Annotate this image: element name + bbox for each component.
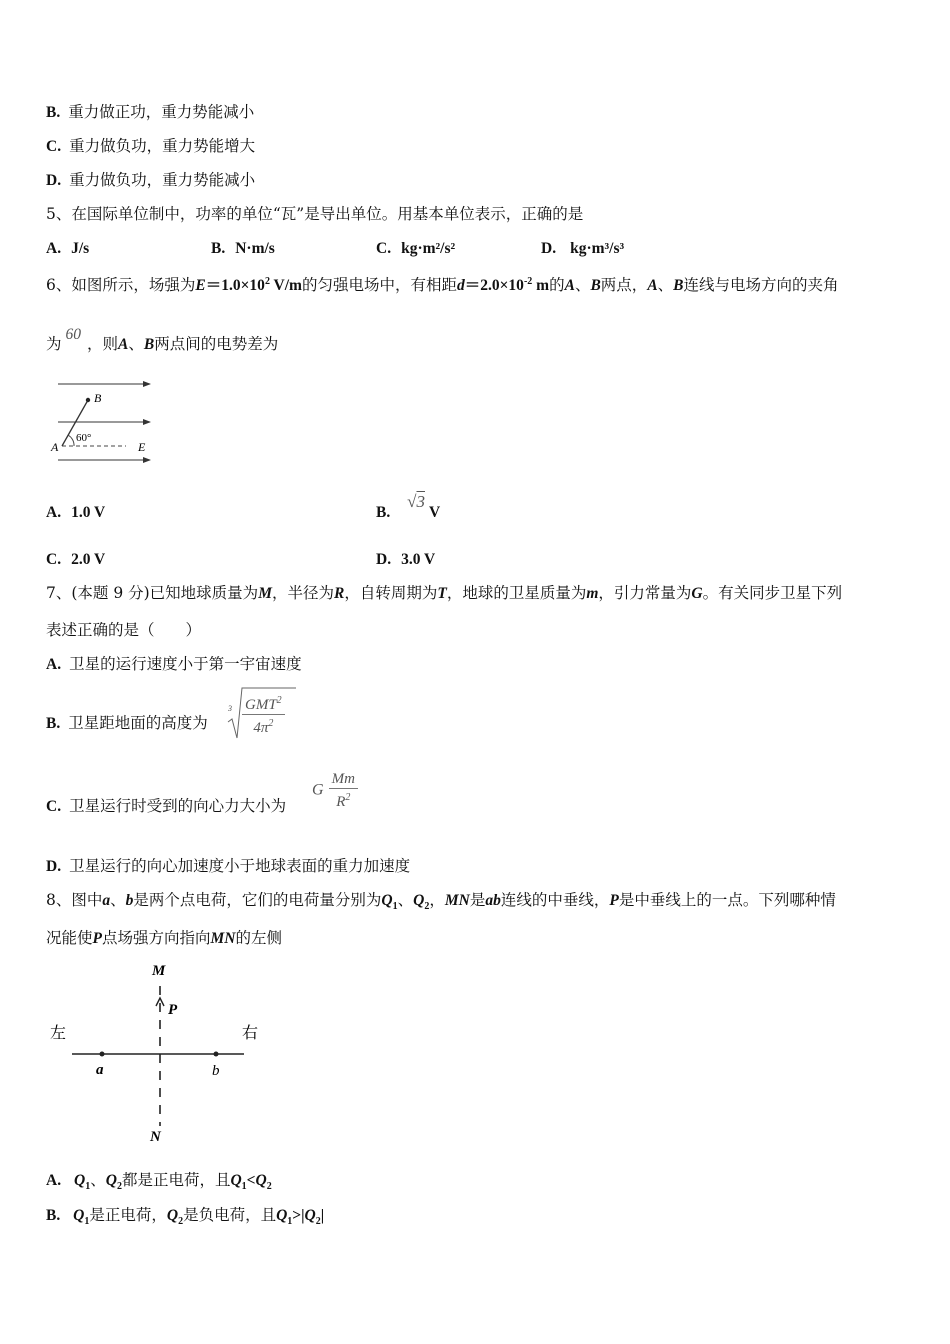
- q5-stem: 5、在国际单位制中，功率的单位“瓦”是导出单位。用基本单位表示，正确的是: [46, 205, 584, 223]
- q7-option-c[interactable]: [46, 796, 286, 817]
- q6-option-d[interactable]: [376, 549, 435, 570]
- angle-arc: [68, 435, 74, 446]
- option-text: kg·m³/s³: [570, 240, 625, 257]
- q7-option-b-formula: 3 GMT$^2$ $4\pi^2$: [226, 686, 298, 742]
- q6-option-c[interactable]: [46, 549, 105, 570]
- option-text: 2.0 V: [71, 551, 106, 568]
- option-text: 卫星运行时受到的向心力大小为: [69, 797, 287, 815]
- option-text: V: [429, 504, 441, 521]
- label-b: b: [212, 1063, 220, 1079]
- option-text: 卫星的运行速度小于第一宇宙速度: [69, 655, 302, 673]
- option-letter: C.: [46, 138, 62, 155]
- charge-a: [100, 1052, 105, 1057]
- option-letter: A.: [46, 1172, 62, 1189]
- q6-field-figure: [48, 372, 158, 468]
- option-letter: D.: [46, 172, 62, 189]
- option-letter: D.: [46, 858, 62, 875]
- label-b: B: [94, 391, 102, 405]
- q7-stem-line2: 表述正确的是（ ）: [46, 621, 202, 639]
- option-text: N·m/s: [235, 240, 275, 257]
- q5-option-a[interactable]: [46, 238, 89, 259]
- option-letter: A.: [46, 656, 62, 673]
- option-letter: B.: [211, 240, 226, 257]
- option-letter: A.: [46, 504, 62, 521]
- label-p: P: [168, 1002, 178, 1018]
- option-letter: B.: [46, 715, 61, 732]
- q8-stem-line1: 8、图中a、b是两个点电荷，它们的电荷量分别为$Q_1$、$Q_2$，MN是ab连线的中垂线，P是中垂线上的一点。下列哪种情: [46, 891, 836, 913]
- fraction: $\frac{Mm}{R^2}$: [329, 770, 358, 811]
- label-m: M: [152, 963, 166, 979]
- option-text: J/s: [71, 240, 90, 257]
- option-text: 1.0 V: [71, 504, 106, 521]
- q7-option-b[interactable]: [46, 713, 208, 734]
- option-letter: C.: [376, 240, 392, 257]
- option-text: kg·m²/s²: [401, 240, 456, 257]
- option-text: 重力做负功，重力势能减小: [69, 171, 256, 189]
- option-letter: A.: [46, 240, 62, 257]
- option-letter: B.: [46, 1207, 61, 1224]
- q6-stem-line2: 为60，则A、B两点间的电势差为: [46, 326, 279, 353]
- sqrt-3: √3: [407, 492, 425, 511]
- option-text: 卫星运行的向心加速度小于地球表面的重力加速度: [69, 857, 411, 875]
- fraction: GMT$^2$ $4\pi^2$: [242, 692, 285, 737]
- charge-b: [214, 1052, 219, 1057]
- option-text: $Q_1$是正电荷，$Q_2$是负电荷，且$Q_1>|Q_2|$: [73, 1206, 325, 1228]
- point-b: [86, 398, 90, 402]
- q8-charges-figure: [46, 958, 276, 1148]
- option-letter: B.: [46, 104, 61, 121]
- angle-60: 60: [65, 326, 82, 343]
- option-letter: D.: [541, 240, 557, 257]
- label-angle: 60°: [76, 432, 92, 444]
- q4-option-c[interactable]: [46, 136, 255, 157]
- option-letter: D.: [376, 551, 392, 568]
- q6-option-a[interactable]: [46, 502, 105, 523]
- option-letter: B.: [376, 504, 391, 521]
- label-right: 右: [242, 1025, 259, 1042]
- option-text: 3.0 V: [401, 551, 436, 568]
- q8-option-a[interactable]: [46, 1170, 272, 1197]
- q5-option-d[interactable]: [541, 238, 624, 259]
- option-text: 重力做正功，重力势能减小: [68, 103, 255, 121]
- label-e: E: [138, 440, 146, 454]
- q4-option-b[interactable]: [46, 102, 254, 123]
- option-text: $Q_1$、$Q_2$都是正电荷，且$Q_1<Q_2$: [74, 1171, 272, 1193]
- option-text: 卫星距地面的高度为: [68, 714, 208, 732]
- q7-option-c-formula: G $\frac{Mm}{R^2}$: [312, 770, 358, 811]
- q7-option-a[interactable]: [46, 654, 302, 675]
- q5-option-c[interactable]: [376, 238, 455, 259]
- q6-option-b[interactable]: [376, 492, 441, 523]
- q4-option-d[interactable]: [46, 170, 255, 191]
- q5-option-b[interactable]: [211, 238, 275, 259]
- label-n: N: [150, 1129, 161, 1145]
- label-a: A: [51, 440, 59, 454]
- label-left: 左: [50, 1025, 67, 1042]
- option-letter: C.: [46, 798, 62, 815]
- q8-stem-line2: 况能使P点场强方向指向MN的左侧: [46, 929, 282, 947]
- q6-stem-line1: 6、如图所示，场强为$E=1.0\times 10^2$ V/m的匀强电场中，有相距$d=2.0\times 10^{-2}$ m的A、B两点，A、B连线与电场方向的夹角: [46, 276, 839, 295]
- option-text: 重力做负功，重力势能增大: [69, 137, 256, 155]
- q7-option-d[interactable]: [46, 856, 410, 877]
- option-letter: C.: [46, 551, 62, 568]
- q8-option-b[interactable]: [46, 1205, 324, 1232]
- label-a: a: [96, 1062, 104, 1078]
- q7-stem-line1: 7、(本题 9 分)已知地球质量为M，半径为R，自转周期为T，地球的卫星质量为m，引力常量为G。有关同步卫星下列: [46, 584, 843, 602]
